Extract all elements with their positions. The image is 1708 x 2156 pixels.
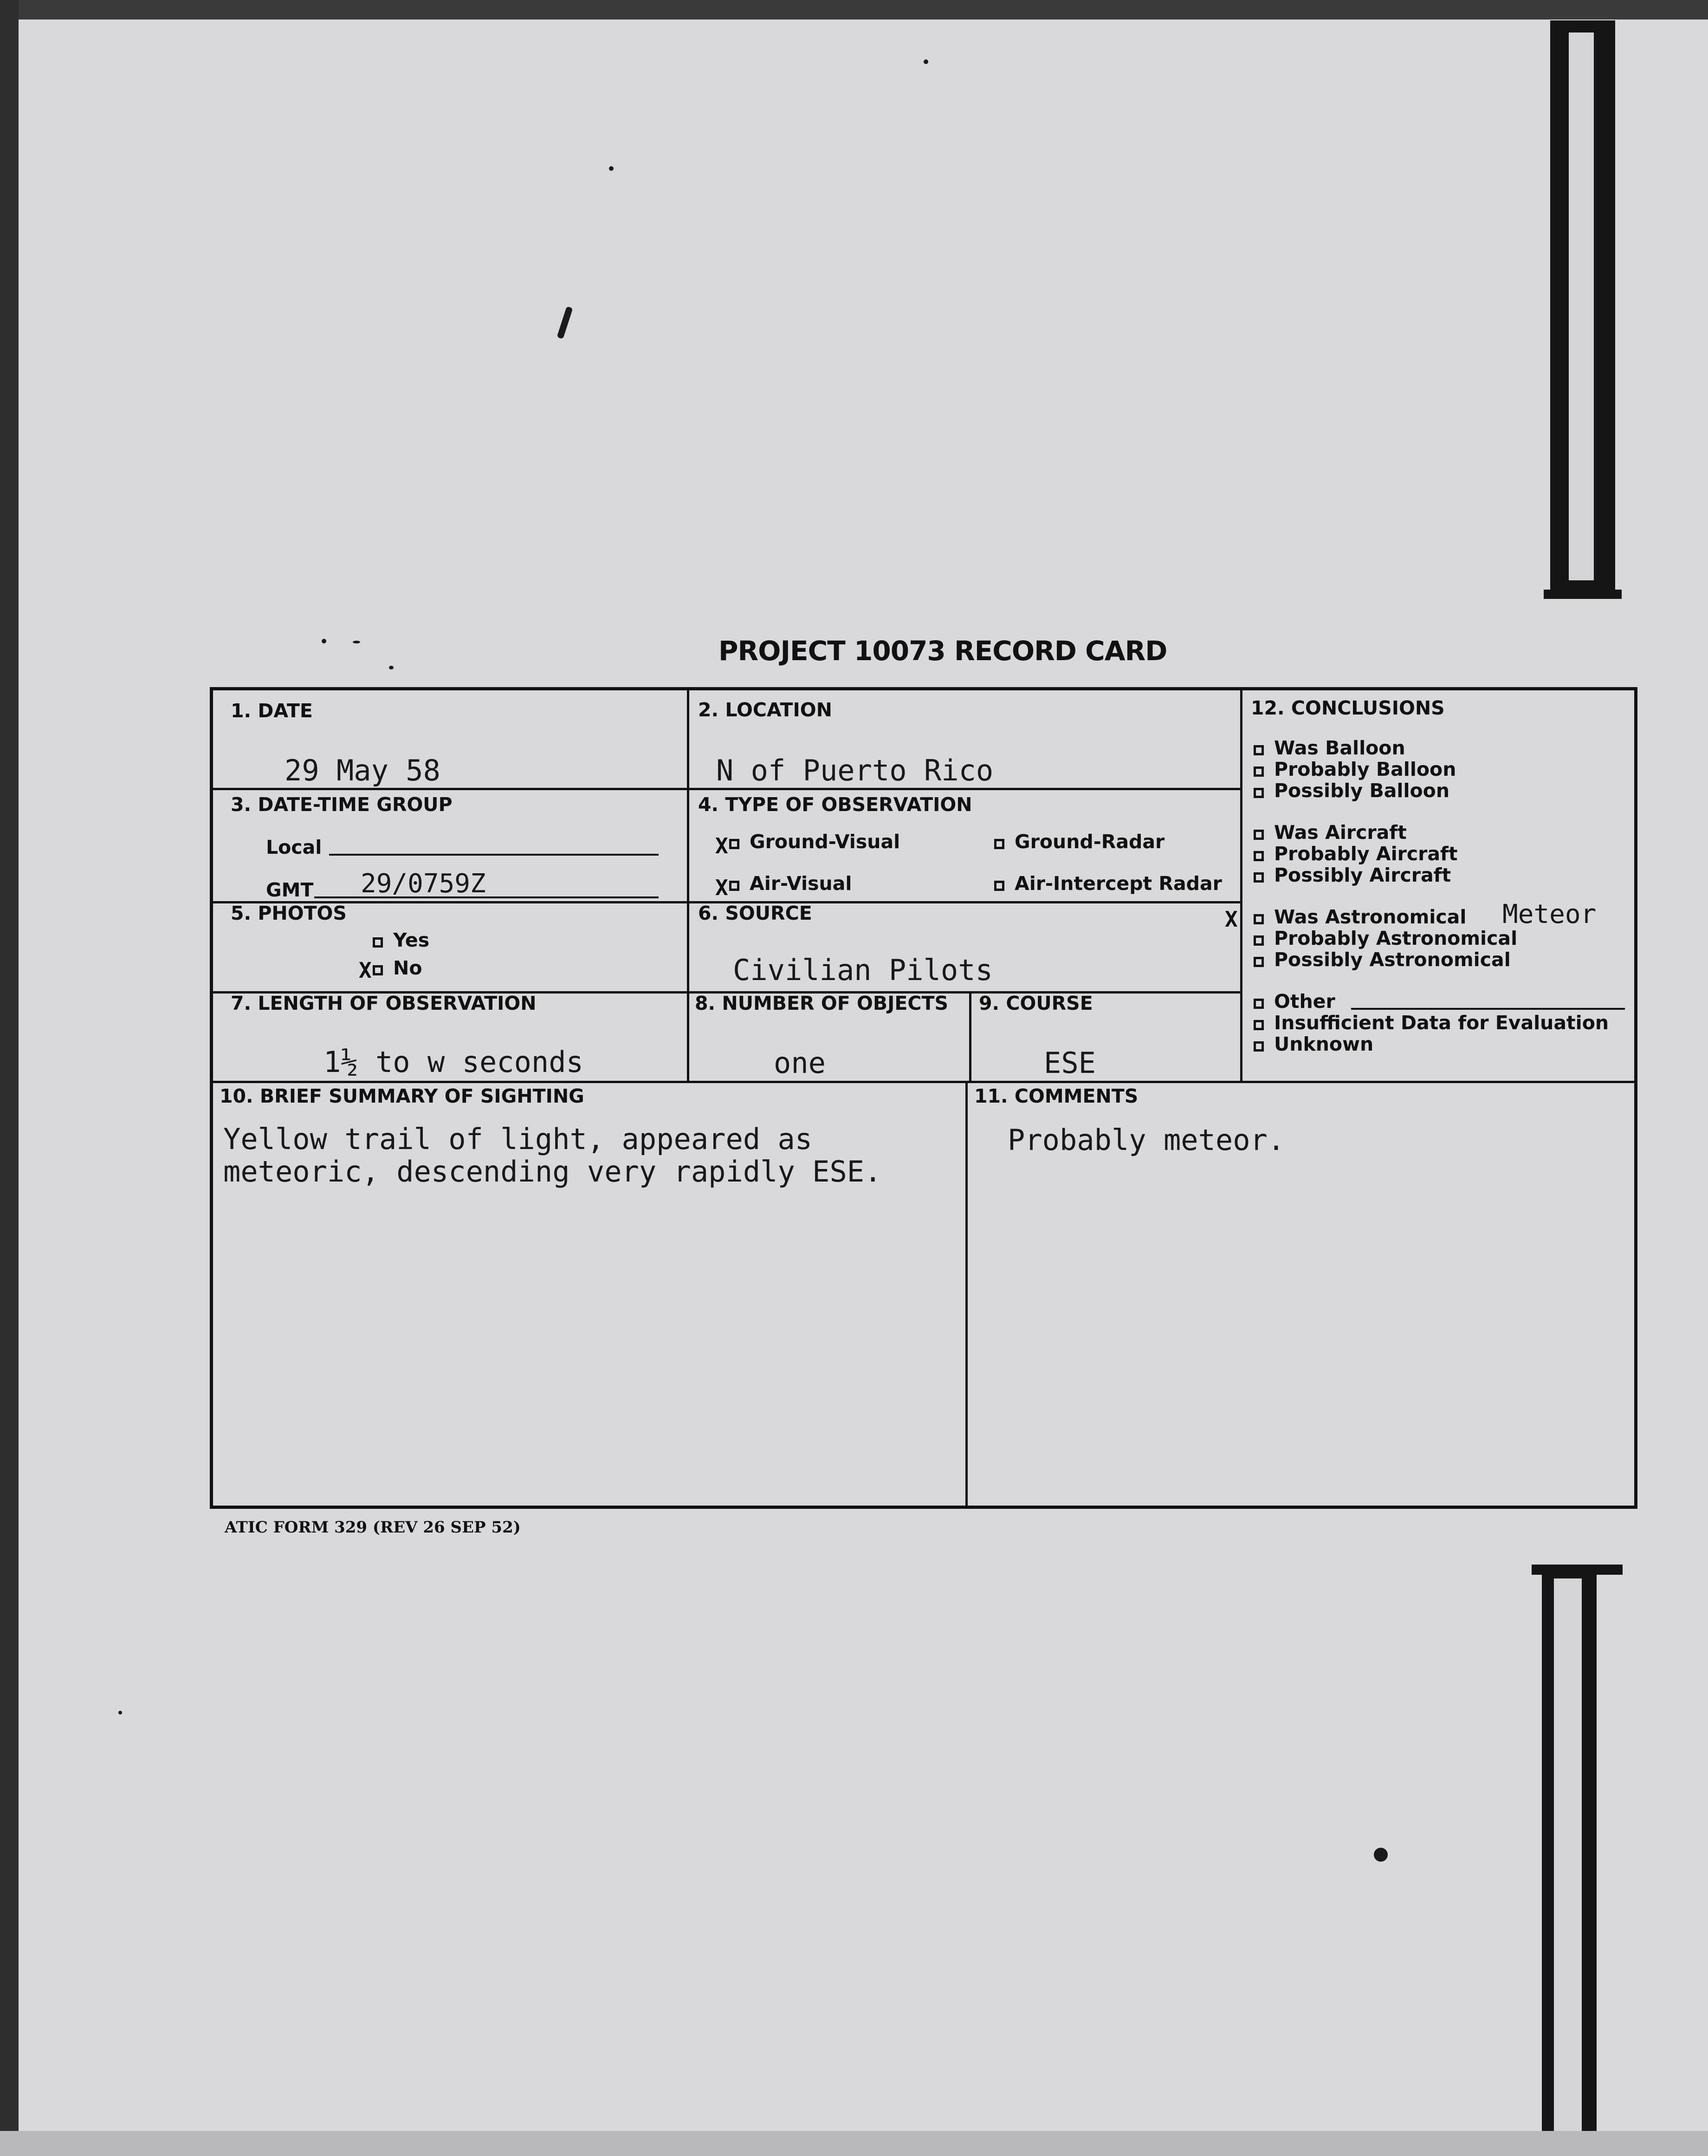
ground-visual-checkbox [729,831,900,853]
checkbox-icon [1254,788,1264,798]
conclusion-possibly-balloon [1254,779,1449,802]
location-value: N of Puerto Rico [716,753,994,787]
conclusion-insufficient-data [1254,1012,1609,1034]
grid-line [213,1081,1636,1083]
course-label: 9. COURSE [979,992,1093,1014]
date-time-group-label: 3. DATE-TIME GROUP [231,793,453,816]
gmt-label: GMT [266,879,314,901]
date-value: 29 May 58 [285,753,440,787]
air-visual-x-mark: X [715,875,728,900]
scan-speck [389,666,394,669]
conclusion-label: Unknown [1274,1033,1374,1055]
conclusion-was-astronomical [1254,906,1466,928]
comments-label: 11. COMMENTS [974,1085,1139,1107]
grid-line [969,991,971,1082]
checkbox-icon [1254,766,1264,777]
scan-speck [118,1711,122,1714]
type-of-observation-label: 4. TYPE OF OBSERVATION [698,793,972,816]
checkbox-icon [994,881,1004,891]
length-of-observation-value: 1½ to w seconds [323,1045,583,1079]
checkbox-icon [1254,851,1264,861]
checkbox-icon [1254,1020,1264,1030]
photos-no-x-mark: X [359,958,372,983]
was-astronomical-x-mark: X [1225,907,1238,932]
conclusion-label: Other [1274,990,1335,1013]
ground-radar-label: Ground-Radar [1015,831,1165,853]
binder-clip-top-gap [1569,32,1594,580]
length-of-observation-label: 7. LENGTH OF OBSERVATION [231,992,537,1014]
checkbox-icon [373,937,383,948]
conclusion-was-balloon [1254,737,1405,759]
scan-left-edge [0,0,19,2156]
conclusion-was-aircraft [1254,821,1407,844]
checkbox-icon [729,881,739,891]
conclusion-label: Probably Balloon [1274,758,1456,780]
binder-clip-top-base [1544,590,1622,599]
conclusion-label: Possibly Balloon [1274,779,1450,802]
brief-summary-line: meteoric, descending very rapidly ESE. [223,1155,882,1188]
binder-clip-bottom-head [1532,1565,1623,1575]
scan-bottom-edge [0,2131,1708,2156]
number-of-objects-label: 8. NUMBER OF OBJECTS [695,992,948,1014]
ground-radar-checkbox [994,831,1165,853]
source-label: 6. SOURCE [698,902,812,924]
checkbox-icon [729,839,739,849]
conclusion-probably-balloon [1254,758,1456,780]
number-of-objects-value: one [774,1046,826,1080]
scan-speck [609,166,614,171]
photos-no-checkbox [373,957,422,979]
conclusion-probably-astronomical [1254,927,1517,949]
checkbox-icon [994,839,1004,849]
conclusion-unknown [1254,1033,1373,1055]
conclusion-possibly-aircraft [1254,864,1451,886]
date-label: 1. DATE [231,700,313,722]
scan-speck [1374,1848,1388,1862]
brief-summary-line: Yellow trail of light, appeared as [223,1122,813,1156]
grid-line [213,788,1242,790]
binder-clip-bottom-gap [1554,1578,1582,2131]
other-underline [1351,1008,1625,1010]
air-visual-checkbox [729,872,852,895]
form-footer: ATIC FORM 329 (REV 26 SEP 52) [225,1518,521,1537]
scan-speck [322,639,326,643]
conclusion-probably-aircraft [1254,843,1458,865]
local-label: Local [266,836,322,858]
scan-top-edge [0,0,1708,19]
checkbox-icon [1254,830,1264,840]
local-underline [329,854,659,856]
checkbox-icon [1254,935,1264,946]
conclusion-annotation: Meteor [1502,899,1597,929]
ground-visual-label: Ground-Visual [750,831,900,853]
comments-value: Probably meteor. [1008,1123,1285,1157]
grid-line [687,690,689,1081]
checkbox-icon [1254,999,1264,1009]
photos-no-label: No [393,957,422,979]
card-title: PROJECT 10073 RECORD CARD [718,635,1167,667]
checkbox-icon [1254,914,1264,924]
conclusion-other [1254,990,1335,1013]
conclusion-label: Was Aircraft [1274,821,1407,844]
conclusion-label: Probably Astronomical [1274,927,1518,949]
scan-speck [924,59,928,64]
source-value: Civilian Pilots [733,953,993,987]
grid-line [1240,690,1242,1082]
conclusion-label: Insufficient Data for Evaluation [1274,1012,1609,1034]
photos-yes-label: Yes [393,929,430,951]
grid-line [965,1081,968,1509]
air-visual-label: Air-Visual [750,872,852,895]
conclusion-label: Was Balloon [1274,737,1405,759]
ground-visual-x-mark: X [715,833,728,858]
conclusion-possibly-astronomical [1254,948,1511,971]
checkbox-icon [1254,957,1264,967]
record-card [210,687,1637,1509]
air-intercept-radar-checkbox [994,872,1222,895]
scan-speck [353,641,360,643]
conclusion-label: Possibly Astronomical [1274,948,1511,971]
conclusion-label: Probably Aircraft [1274,843,1458,865]
checkbox-icon [373,965,383,975]
air-intercept-radar-label: Air-Intercept Radar [1015,872,1222,895]
location-label: 2. LOCATION [698,699,832,721]
course-value: ESE [1044,1046,1096,1080]
conclusions-label: 12. CONCLUSIONS [1251,697,1445,719]
checkbox-icon [1254,872,1264,883]
conclusion-label: Was Astronomical [1274,906,1467,928]
gmt-value: 29/0759Z [361,869,486,899]
checkbox-icon [1254,1041,1264,1052]
checkbox-icon [1254,745,1264,755]
brief-summary-label: 10. BRIEF SUMMARY OF SIGHTING [220,1085,584,1107]
photos-yes-checkbox [373,929,429,951]
photos-label: 5. PHOTOS [231,902,347,924]
conclusion-label: Possibly Aircraft [1274,864,1451,886]
scan-speck [557,306,573,339]
